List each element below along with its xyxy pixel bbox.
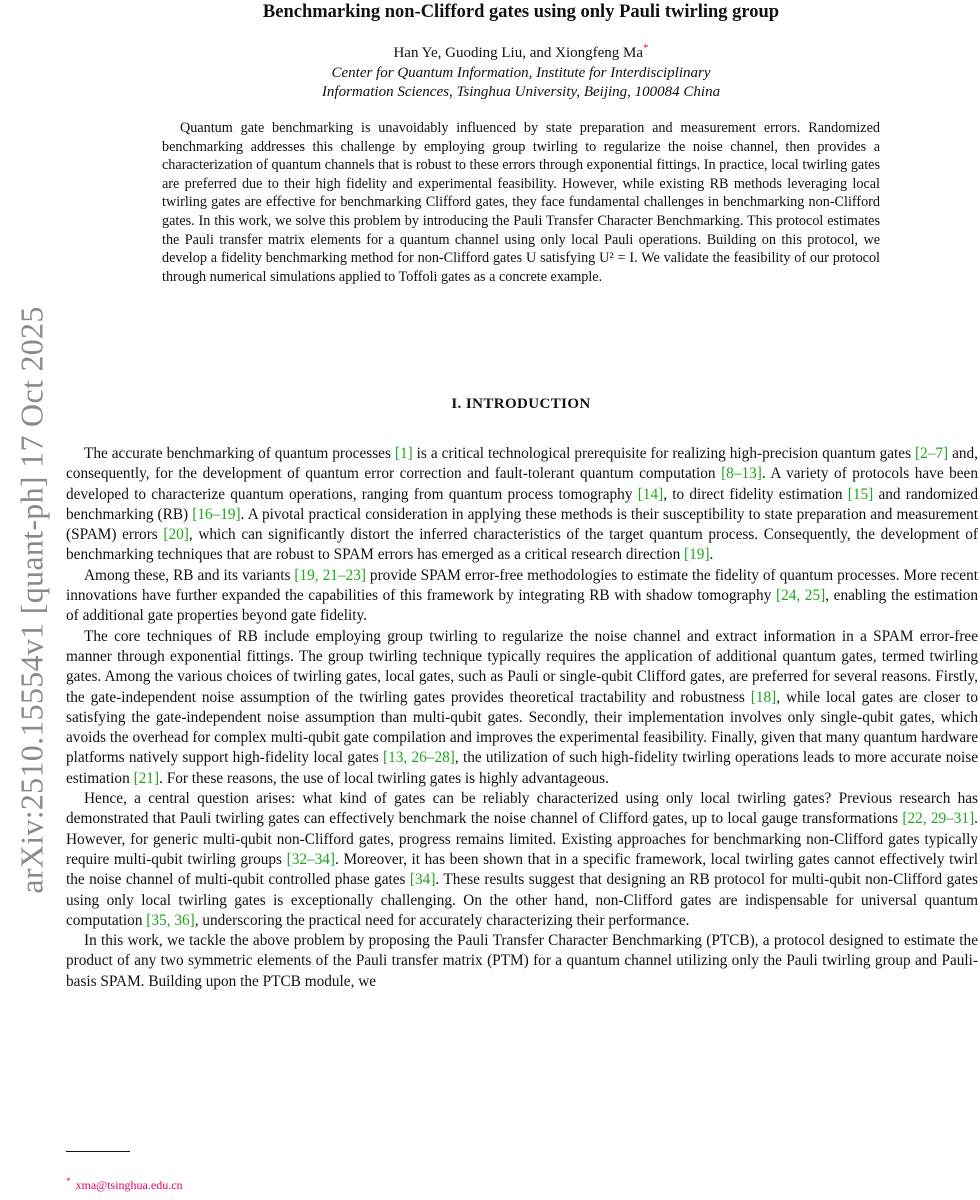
citation-link[interactable]: [20] xyxy=(163,526,189,544)
citation-link[interactable]: [18] xyxy=(750,688,777,706)
author-names: Han Ye, Guoding Liu, and Xiongfeng Ma xyxy=(393,45,644,61)
body-paragraph xyxy=(66,566,978,627)
citation-link[interactable]: [16–19] xyxy=(192,505,241,523)
introduction-body xyxy=(66,444,978,992)
paragraph-text: , while local gates are closer to satisfying the gate-independent noise assumption than multi-qubit gates. Secondly, their implementation involves only single-qubit gates, which avoids the overhead for complex multi-qubit gate compilation and improves the experimental feasibility. Finally, given that many quantum hardware platforms natively support high-fidelity local gates xyxy=(66,688,979,767)
affiliation-line-1: Center for Quantum Information, Institute for Interdisciplinary xyxy=(331,65,711,81)
arxiv-sidebar xyxy=(4,290,60,910)
footnote-rule xyxy=(66,1151,130,1152)
paragraph-text: . However, for generic multi-qubit non-Clifford gates, progress remains limited. Existing approaches for benchmarking non-Clifford gates typically require multi-qubit twirling groups xyxy=(66,810,978,868)
paragraph-text: . Moreover, it has been shown that in a specific framework, local twirling gates cannot effectively twirl the noise channel of multi-qubit controlled phase gates xyxy=(66,850,978,889)
paragraph-text: In this work, we tackle the above problem by proposing the Pauli Transfer Character Benchmarking (PTCB), a protocol designed to estimate the product of any two symmetric elements of the Pauli transfer matrix (PTM) for a quantum channel utilizing only the Pauli twirling group and Pauli-basis SPAM. Building upon the PTCB module, we xyxy=(66,932,978,990)
citation-link[interactable]: [15] xyxy=(847,485,874,503)
arxiv-identifier: arXiv:2510.15554v1 [quant-ph] 17 Oct 2025 xyxy=(13,306,50,894)
paragraph-text: . A pivotal practical consideration in applying these methods is their susceptibility to state preparation and measurement (SPAM) errors xyxy=(66,505,979,544)
paragraph-text: . A variety of protocols have been developed to characterize quantum operations, ranging from quantum process tomography xyxy=(66,465,978,503)
citation-link[interactable]: [2–7] xyxy=(914,445,949,462)
paragraph-text: The accurate benchmarking of quantum processes xyxy=(84,445,395,462)
paragraph-text: . xyxy=(709,546,714,564)
footnote-email-link[interactable]: xma@tsinghua.edu.cn xyxy=(75,1178,183,1192)
paragraph-text: . For these reasons, the use of local twirling gates is highly advantageous. xyxy=(159,769,609,787)
corresponding-author-mark[interactable]: * xyxy=(643,42,649,54)
paragraph-text: is a critical technological prerequisite for realizing high-precision quantum gates xyxy=(412,445,915,462)
citation-link[interactable]: [34] xyxy=(409,871,436,889)
paragraph-text: , underscoring the practical need for accurately characterizing their performance. xyxy=(194,911,690,929)
body-paragraph xyxy=(66,444,978,566)
citation-link[interactable]: [21] xyxy=(133,769,160,787)
affiliation-line-2: Information Sciences, Tsinghua University, Beijing, 100084 China xyxy=(321,84,721,100)
abstract: Quantum gate benchmarking is unavoidably influenced by state preparation and measurement errors. Randomized benchmarking addresses this challenge by employing group twirling to regularize the noise channel, then provides a characterization of quantum channels that is robust to these errors through exponential fittings. In practice, local twirling gates are preferred due to their high fidelity and experimental feasibility. However, while existing RB methods leveraging local twirling gates are effective for benchmarking Clifford gates, they face fundamental challenges in benchmarking non-Clifford gates. In this work, we solve this problem by introducing the Pauli Transfer Character Benchmarking. This protocol estimates the Pauli transfer matrix elements for a quantum channel using only local Pauli operations. Building on this protocol, we develop a fidelity benchmarking method for non-Clifford gates U satisfying U² = I. We validate the feasibility of our protocol through numerical simulations applied to Toffoli gates as a concrete example. xyxy=(162,120,880,285)
paragraph-text: , which can significantly distort the inferred characteristics of the target quantum process. Consequently, the development of benchmarking techniques that are robust to SPAM errors has emerged as a critical research direction xyxy=(66,526,978,564)
footnote-mark: * xyxy=(66,1176,71,1186)
citation-link[interactable]: [32–34] xyxy=(286,850,336,868)
paragraph-text: and randomized benchmarking (RB) xyxy=(66,485,978,523)
footnote xyxy=(66,1176,183,1193)
paragraph-text: and, consequently, for the development of quantum error correction and fault-tolerant quantum computation xyxy=(66,445,978,483)
body-paragraph xyxy=(66,627,978,789)
paragraph-text: , the utilization of such high-fidelity twirling operations leads to more accurate noise estimation xyxy=(66,749,978,787)
paragraph-text: The core techniques of RB include employing group twirling to regularize the noise channel and extract information in a SPAM error-free manner through exponential fittings. The group twirling technique typically requires the application of additional quantum gates, termed twirling gates. Among the various choices of twirling gates, local gates, such as Pauli or single-qubit Clifford gates, are preferred for several reasons. Firstly, the gate-independent noise assumption of the twirling gates provides theoretical tractability and robustness xyxy=(66,627,978,706)
citation-link[interactable]: [22, 29–31] xyxy=(902,810,975,828)
author-list xyxy=(100,44,942,62)
paragraph-text: Among these, RB and its variants xyxy=(84,566,295,584)
affiliation xyxy=(100,64,942,102)
body-paragraph xyxy=(66,789,978,931)
paragraph-text: . These results suggest that designing an RB protocol for multi-qubit non-Clifford gates using only local twirling gates is exceptionally challenging. On the other hand, non-Clifford gates are indispensable for universal quantum computation xyxy=(66,871,978,929)
citation-link[interactable]: [14] xyxy=(637,485,664,503)
paragraph-text: , to direct fidelity estimation xyxy=(663,485,848,503)
citation-link[interactable]: [1] xyxy=(394,445,413,462)
citation-link[interactable]: [8–13] xyxy=(721,465,762,483)
paper-title: Benchmarking non-Clifford gates using only Pauli twirling group xyxy=(262,2,780,22)
citation-link[interactable]: [19] xyxy=(684,546,710,564)
section-heading: I. INTRODUCTION xyxy=(451,396,591,412)
paragraph-text: provide SPAM error-free methodologies to estimate the fidelity of quantum processes. More recent innovations have further expanded the capabilities of this framework by integrating RB with shadow tomography xyxy=(66,566,978,605)
citation-link[interactable]: [13, 26–28] xyxy=(383,749,455,767)
paragraph-text: Hence, a central question arises: what kind of gates can be reliably characterized using only local twirling gates? Previous research has demonstrated that Pauli twirling gates can effectively benchmark the noise channel of Clifford gates, up to local gauge transformations xyxy=(66,790,978,828)
paragraph-text: , enabling the estimation of additional gate properties beyond gate fidelity. xyxy=(66,587,978,625)
citation-link[interactable]: [19, 21–23] xyxy=(294,566,366,584)
citation-link[interactable]: [35, 36] xyxy=(146,911,195,929)
citation-link[interactable]: [24, 25] xyxy=(775,587,826,605)
body-paragraph xyxy=(66,931,978,992)
